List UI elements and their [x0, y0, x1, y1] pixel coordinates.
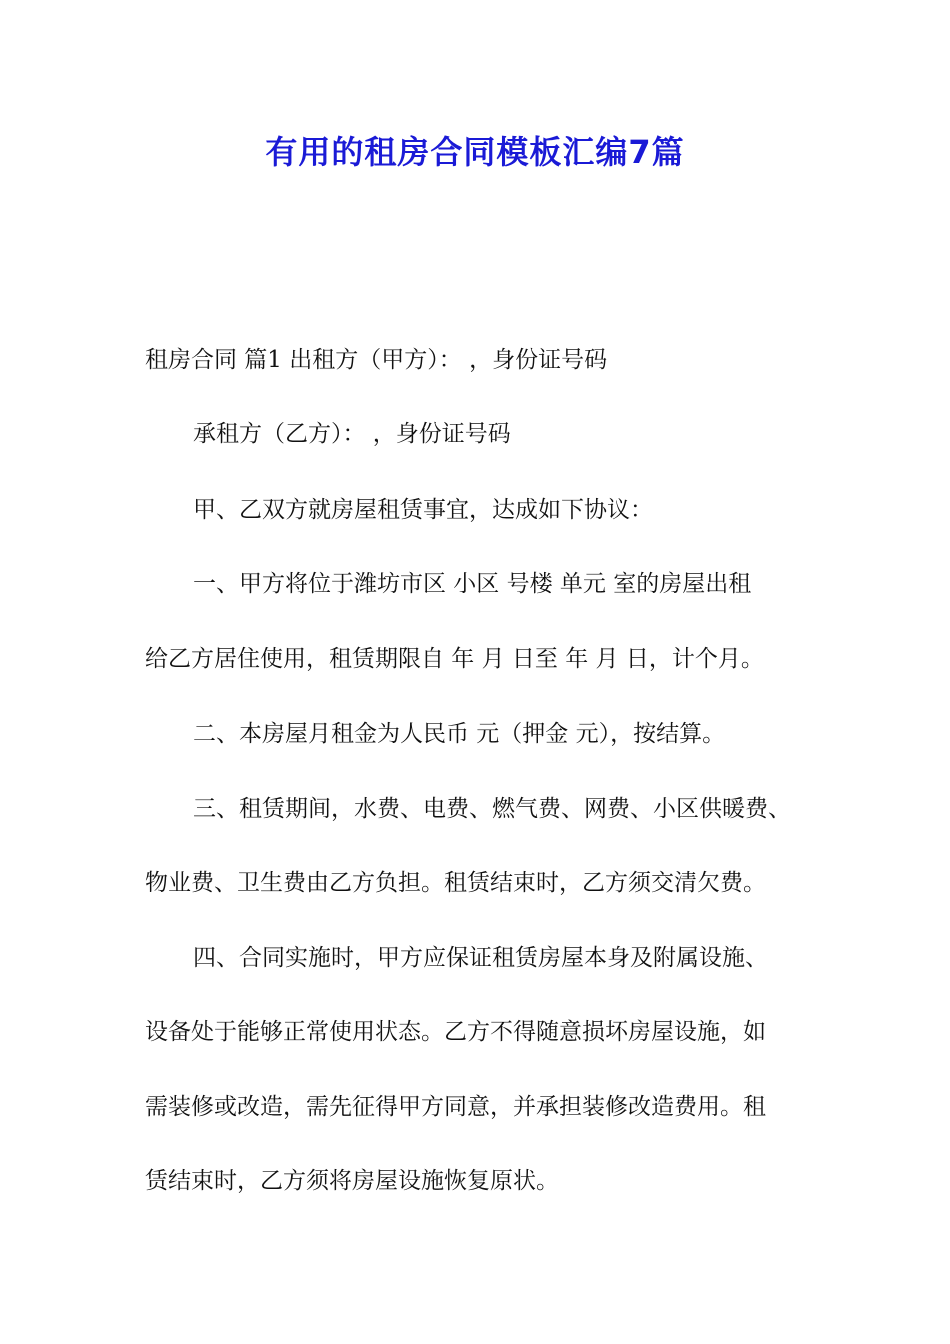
- party-b-line: 承租方（乙方）： ，身份证号码: [193, 421, 511, 447]
- clause-4-line-1: 四、合同实施时，甲方应保证租赁房屋本身及附属设施、: [193, 945, 768, 971]
- clause-1-line-1: 一、甲方将位于潍坊市区 小区 号楼 单元 室的房屋出租: [193, 571, 752, 597]
- clause-4-line-4: 赁结束时，乙方须将房屋设施恢复原状。: [145, 1168, 559, 1194]
- clause-4-line-3: 需装修或改造，需先征得甲方同意，并承担装修改造费用。租: [145, 1094, 766, 1120]
- clause-2-line-1: 二、本房屋月租金为人民币 元（押金 元），按结算。: [193, 721, 726, 747]
- document-title: 有用的租房合同模板汇编7篇: [265, 133, 685, 171]
- clause-1-line-2: 给乙方居住使用，租赁期限自 年 月 日至 年 月 日，计个月。: [145, 646, 764, 672]
- party-a-line: 租房合同 篇1 出租方（甲方）： ，身份证号码: [145, 347, 608, 373]
- agreement-intro: 甲、乙双方就房屋租赁事宜，达成如下协议：: [193, 497, 653, 523]
- clause-3-line-1: 三、租赁期间，水费、电费、燃气费、网费、小区供暖费、: [193, 796, 791, 822]
- clause-3-line-2: 物业费、卫生费由乙方负担。租赁结束时，乙方须交清欠费。: [145, 870, 766, 896]
- clause-4-line-2: 设备处于能够正常使用状态。乙方不得随意损坏房屋设施，如: [145, 1019, 766, 1045]
